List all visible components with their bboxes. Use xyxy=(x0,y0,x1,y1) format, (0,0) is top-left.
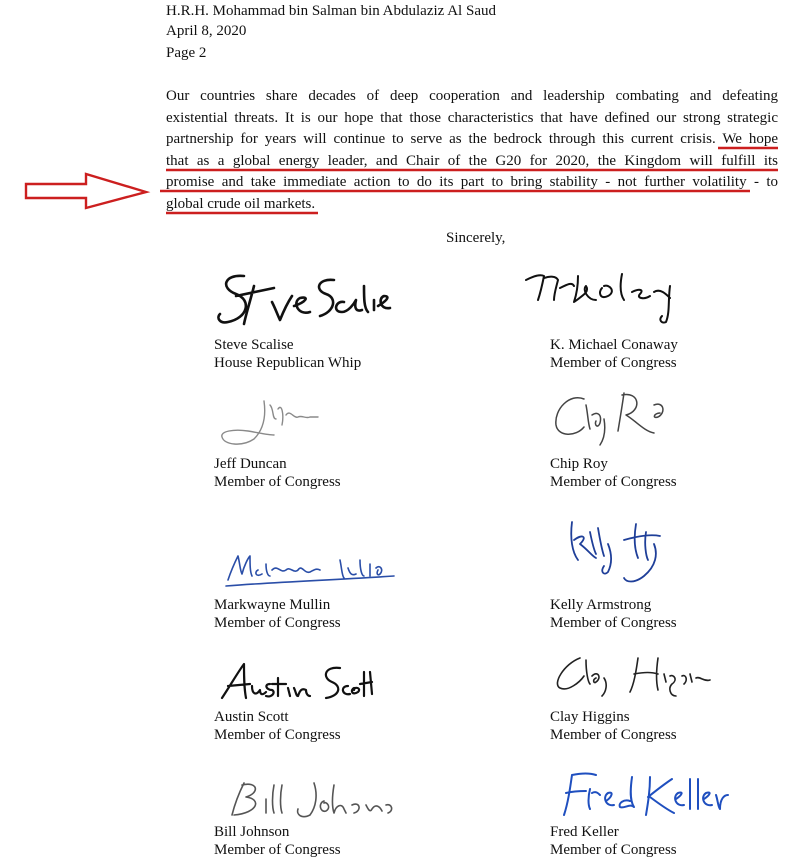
paragraph-line: partnership for years will continue to serve as the bedrock through this current crisis. We hope xyxy=(166,131,778,148)
page-number: Page 2 xyxy=(166,45,207,61)
signatory-title: Member of Congress xyxy=(214,727,341,743)
closing-salutation: Sincerely, xyxy=(446,230,506,246)
signatory-title: Member of Congress xyxy=(214,474,341,490)
paragraph-line: global crude oil markets. xyxy=(166,195,316,212)
signatory-name: Jeff Duncan xyxy=(214,456,287,472)
signatory-name: Chip Roy xyxy=(550,456,608,472)
date-line: April 8, 2020 xyxy=(166,23,247,39)
signature-kelly-armstrong xyxy=(550,514,690,594)
signatory-title: Member of Congress xyxy=(550,842,677,858)
signatory-name: Bill Johnson xyxy=(214,824,290,840)
signature-markwayne-mullin xyxy=(214,534,404,594)
paragraph-line: that as a global energy leader, and Chair of the G20 for 2020, the Kingdom will fulfill its xyxy=(166,152,778,169)
signature-chip-roy xyxy=(550,385,690,455)
signatory-title: Member of Congress xyxy=(550,727,677,743)
signatory-name: Markwayne Mullin xyxy=(214,597,331,613)
signatory-title: Member of Congress xyxy=(214,615,341,631)
arrow-right-icon xyxy=(26,174,146,208)
signatory-title: Member of Congress xyxy=(550,474,677,490)
signature-austin-scott xyxy=(214,658,374,708)
signatory-name: Austin Scott xyxy=(214,709,289,725)
signature-clay-higgins xyxy=(550,650,730,710)
signatory-title: Member of Congress xyxy=(550,615,677,631)
signature-michael-conaway xyxy=(520,266,700,336)
recipient-line: H.R.H. Mohammad bin Salman bin Abdulaziz Al Saud xyxy=(166,3,496,19)
signature-jeff-duncan xyxy=(214,395,394,455)
signatory-name: Fred Keller xyxy=(550,824,619,840)
signatory-name: Kelly Armstrong xyxy=(550,597,652,613)
paragraph-line: Our countries share decades of deep cooperation and leadership combating and defeating xyxy=(166,88,778,104)
signature-bill-johnson xyxy=(214,775,404,825)
paragraph-line: existential threats. It is our hope that those characteristics that have defined our strong strategic xyxy=(166,109,778,126)
signatory-name: Clay Higgins xyxy=(550,709,630,725)
signatory-title: Member of Congress xyxy=(550,355,677,371)
signatory-name: Steve Scalise xyxy=(214,337,294,353)
signatory-name: K. Michael Conaway xyxy=(550,337,678,353)
body-paragraph xyxy=(166,86,778,216)
signatory-title: Member of Congress xyxy=(214,842,341,858)
paragraph-line: promise and take immediate action to do its part to bring stability - not further volatility - to xyxy=(166,174,778,191)
signature-steve-scalise xyxy=(214,266,394,336)
signature-fred-keller xyxy=(550,769,730,825)
signatory-title: House Republican Whip xyxy=(214,355,362,371)
